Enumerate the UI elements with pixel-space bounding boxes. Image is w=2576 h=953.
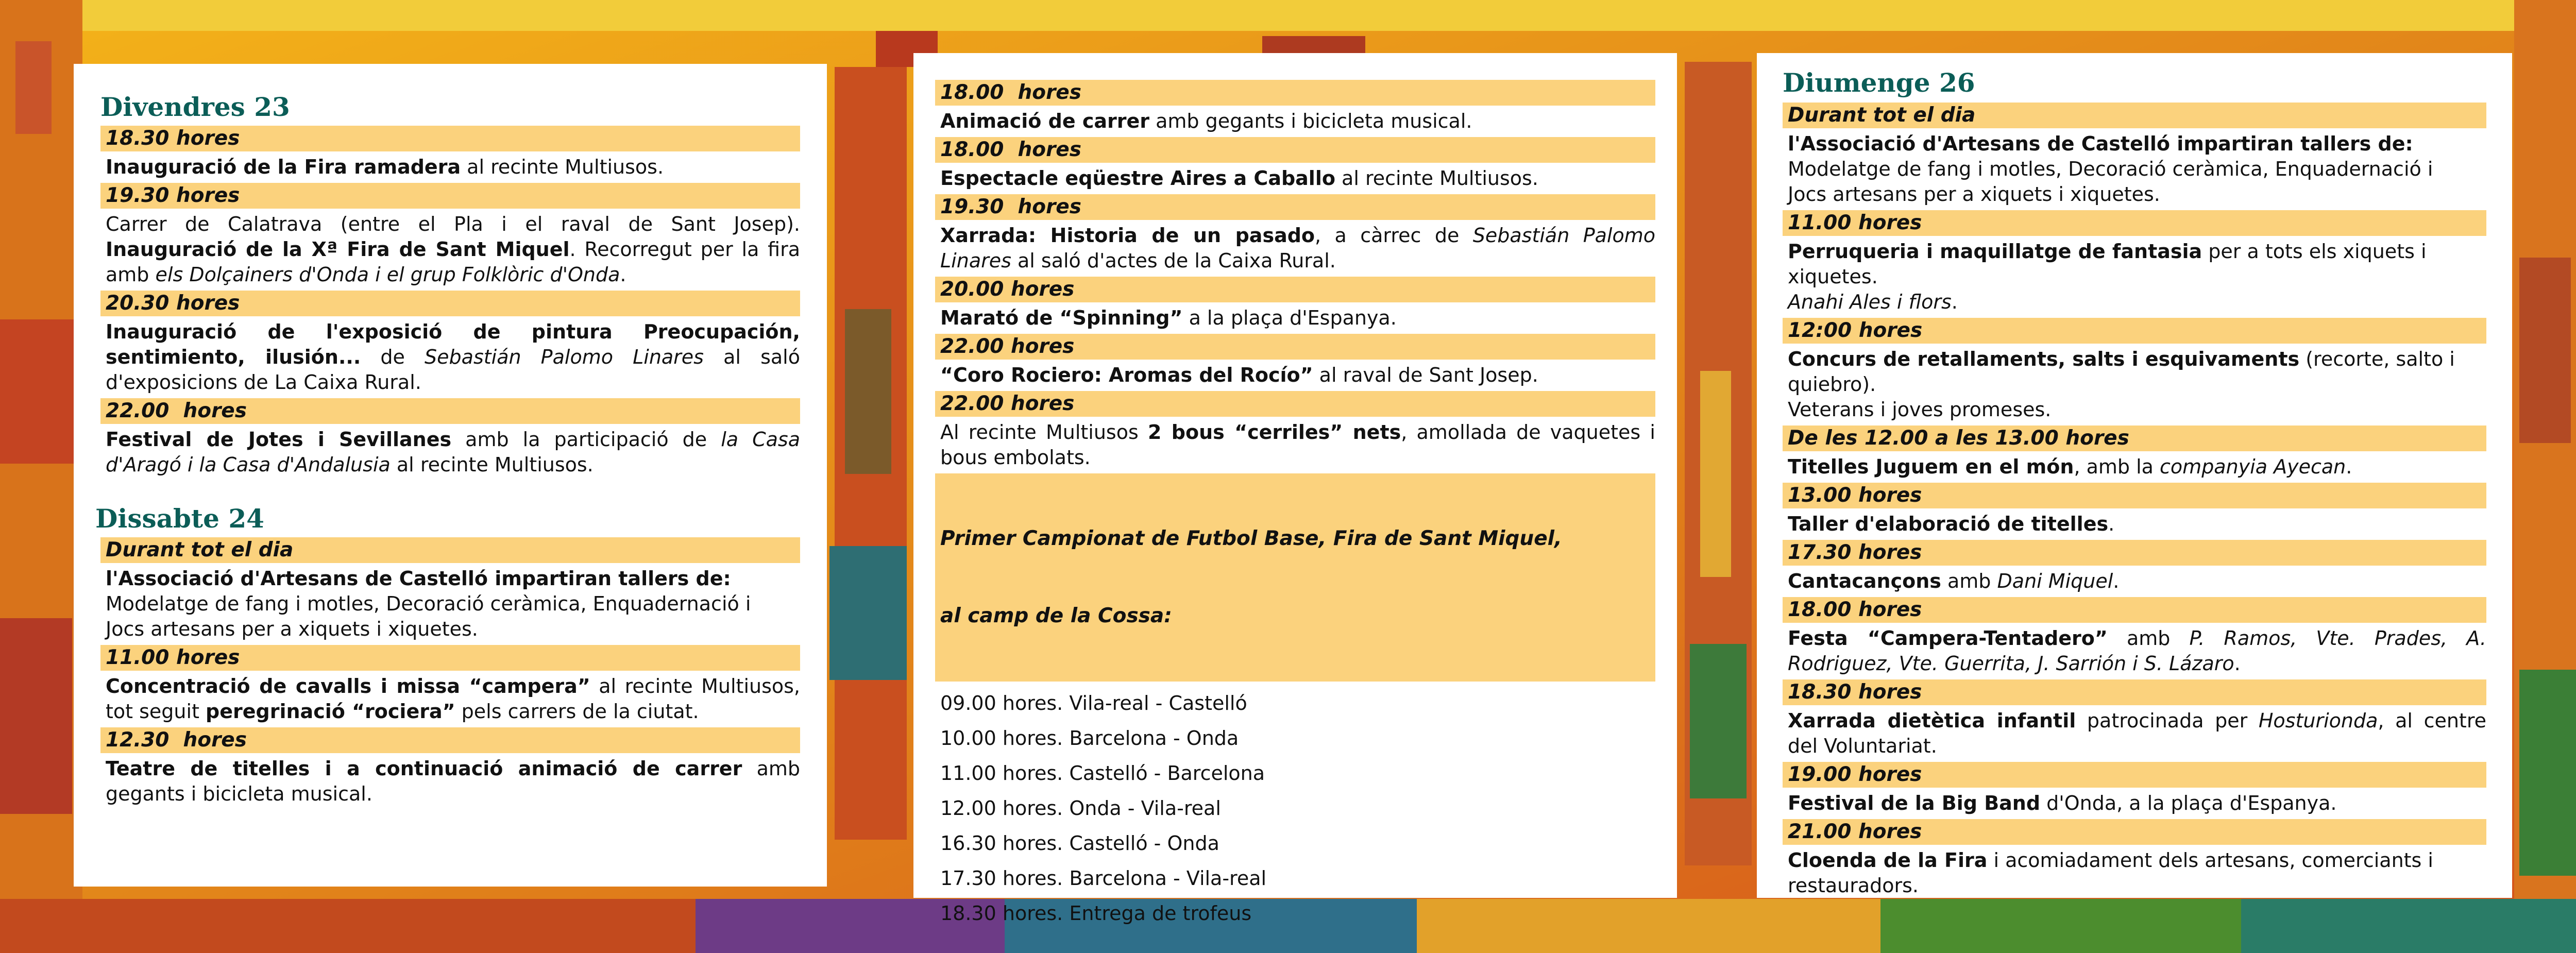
event-title: Cantacançons xyxy=(1788,570,1941,592)
event-title: Festival de Jotes i Sevillanes xyxy=(106,428,452,451)
event-performers: P. Ramos, Vte. Prades, A. Rodriguez, Vte. Guerrita, J. Sarrión i S. Lázaro xyxy=(1788,627,2486,675)
event-performers: Hosturionda xyxy=(2258,709,2378,732)
event-title: Cloenda de la Fira xyxy=(1788,849,1988,872)
event-performers: Sebastián Palomo Linares xyxy=(425,346,704,368)
event-item xyxy=(106,427,800,478)
event-text: al recinte Multiusos. xyxy=(390,453,594,476)
event-title: Inauguració de la Fira ramadera xyxy=(106,156,461,178)
event-text: , amb la xyxy=(2074,455,2160,478)
event-text: de xyxy=(361,346,425,368)
event-text: , a càrrec de xyxy=(1315,224,1473,247)
event-item xyxy=(1788,347,2486,422)
event-text: . xyxy=(1951,291,1958,313)
event-text: amb xyxy=(2107,627,2190,650)
event-text: pels carrers de la ciutat. xyxy=(455,700,699,723)
event-item xyxy=(1788,239,2486,315)
event-title: peregrinació “rociera” xyxy=(206,700,455,723)
day-heading-dissabte: Dissabte 24 xyxy=(95,503,264,534)
event-text: al recinte Multiusos. xyxy=(461,156,664,178)
event-text: Veterans i joves promeses. xyxy=(1788,398,2052,421)
match-item: 09.00 hores. Vila-real - Castelló xyxy=(940,692,1247,714)
tournament-title: Primer Campionat de Futbol Base, Fira de Sant Miquel, xyxy=(940,527,1562,550)
event-text: al recinte Multiusos. xyxy=(1335,167,1538,190)
event-text: amb gegants i bicicleta musical. xyxy=(1149,110,1472,132)
event-title: Animació de carrer xyxy=(940,110,1149,132)
event-item xyxy=(940,363,1655,388)
event-item xyxy=(940,305,1655,331)
event-performers: Sebastián Palomo Linares xyxy=(940,224,1655,272)
event-item xyxy=(106,566,800,642)
match-item: 11.00 hores. Castelló - Barcelona xyxy=(940,762,1265,785)
match-item: 18.30 hores. Entrega de trofeus xyxy=(940,902,1252,925)
time-bar: 22.00 hores xyxy=(935,334,1655,360)
event-text: Modelatge de fang i motles, Decoració ceràmica, Enquadernació i xyxy=(1788,158,2433,180)
time-bar: 19.00 hores xyxy=(1783,762,2486,788)
event-title: Titelles Juguem en el món xyxy=(1788,455,2074,478)
event-text: (recorte, salto i quiebro). xyxy=(1788,348,2455,396)
event-text: . xyxy=(2234,652,2241,675)
event-text: . xyxy=(2113,570,2120,592)
event-text: Modelatge de fang i motles, Decoració ceràmica, Enquadernació i xyxy=(106,592,751,615)
match-list xyxy=(935,686,1655,931)
event-title: Espectacle eqüestre Aires a Caballo xyxy=(940,167,1335,190)
day-heading-diumenge: Diumenge 26 xyxy=(1783,67,1975,98)
event-performers: companyia Ayecan xyxy=(2160,455,2346,478)
event-performers: Anahi Ales i flors xyxy=(1788,291,1952,313)
event-text: patrocinada per xyxy=(2076,709,2259,732)
time-bar: 20.00 hores xyxy=(935,277,1655,302)
event-text: . xyxy=(2346,455,2352,478)
event-text: . xyxy=(2108,513,2115,535)
day-heading-divendres: Divendres 23 xyxy=(100,92,290,122)
time-bar: 18.00 hores xyxy=(935,137,1655,163)
event-text: amb gegants i bicicleta musical. xyxy=(106,757,800,805)
match-item: 10.00 hores. Barcelona - Onda xyxy=(940,727,1239,750)
match-item: 17.30 hores. Barcelona - Vila-real xyxy=(940,867,1267,890)
time-bar: 19.30 hores xyxy=(935,194,1655,220)
time-bar: 12.30 hores xyxy=(100,727,800,753)
time-bar: 18.30 hores xyxy=(100,126,800,151)
time-bar: 11.00 hores xyxy=(1783,210,2486,236)
event-text: Jocs artesans per a xiquets i xiquetes. xyxy=(106,618,478,640)
event-title: Xarrada: Historia de un pasado xyxy=(940,224,1315,247)
event-item xyxy=(940,420,1655,470)
event-title: Inauguració de l'exposició de pintura Preocupación, sentimiento, ilusión... xyxy=(106,320,800,368)
event-item xyxy=(1788,626,2486,676)
event-text: Jocs artesans per a xiquets i xiquetes. xyxy=(1788,183,2160,206)
event-item xyxy=(1788,708,2486,759)
time-bar: 18.30 hores xyxy=(1783,679,2486,705)
event-text: . Recorregut per la fira amb xyxy=(106,238,800,286)
event-item xyxy=(940,166,1655,191)
event-text: al raval de Sant Josep. xyxy=(1313,364,1538,386)
event-title: “Coro Rociero: Aromas del Rocío” xyxy=(940,364,1313,386)
event-title: Festival de la Big Band xyxy=(1788,792,2041,814)
event-item xyxy=(106,674,800,724)
event-item xyxy=(1788,454,2486,480)
event-title: 2 bous “cerriles” nets xyxy=(1147,421,1401,444)
time-bar: 12:00 hores xyxy=(1783,318,2486,344)
event-performers: els Dolçainers d'Onda i el grup Folklòric d'Onda xyxy=(155,263,620,286)
event-title: Festa “Campera-Tentadero” xyxy=(1788,627,2108,650)
event-item xyxy=(106,319,800,395)
event-text: per a tots els xiquets i xiquetes. xyxy=(1788,240,2427,288)
time-bar: 13.00 hores xyxy=(1783,483,2486,508)
time-bar: 19.30 hores xyxy=(100,183,800,209)
event-item xyxy=(1788,512,2486,537)
time-bar: 18.00 hores xyxy=(1783,597,2486,623)
event-title: Perruqueria i maquillatge de fantasia xyxy=(1788,240,2202,263)
time-bar: Durant tot el dia xyxy=(1783,103,2486,128)
schedule-panel-middle xyxy=(913,53,1677,925)
event-item xyxy=(940,109,1655,134)
event-title: Teatre de titelles i a continuació animació de carrer xyxy=(106,757,742,780)
tournament-title-bar xyxy=(935,473,1655,682)
event-item xyxy=(1788,131,2486,207)
time-bar: 22.00 hores xyxy=(100,398,800,424)
event-item xyxy=(106,756,800,807)
event-performers: Dani Miquel xyxy=(1997,570,2113,592)
event-title: Marató de “Spinning” xyxy=(940,307,1183,329)
match-item: 12.00 hores. Onda - Vila-real xyxy=(940,797,1221,820)
time-bar: 20.30 hores xyxy=(100,291,800,316)
time-bar: 17.30 hores xyxy=(1783,540,2486,566)
event-text: Al recinte Multiusos xyxy=(940,421,1148,444)
schedule-panel-right xyxy=(1757,53,2512,898)
event-title: Xarrada dietètica infantil xyxy=(1788,709,2076,732)
event-item xyxy=(106,212,800,287)
event-text: amb xyxy=(1941,570,1997,592)
event-performers: la Casa d'Aragó i la Casa d'Andalusia xyxy=(106,428,801,476)
time-bar: 18.00 hores xyxy=(935,80,1655,106)
event-item xyxy=(106,155,800,180)
tournament-venue: al camp de la Cossa: xyxy=(940,604,1172,627)
match-item: 16.30 hores. Castelló - Onda xyxy=(940,832,1219,855)
event-text: . xyxy=(620,263,626,286)
event-text: i acomiadament dels artesans, comerciants i restauradors. xyxy=(1788,849,2433,897)
event-item xyxy=(1788,791,2486,816)
event-item xyxy=(940,223,1655,274)
event-text: d'Onda, a la plaça d'Espanya. xyxy=(2040,792,2337,814)
event-title: l'Associació d'Artesans de Castelló impartiran tallers de: xyxy=(1788,132,2413,155)
time-bar: 21.00 hores xyxy=(1783,819,2486,845)
schedule-panel-left xyxy=(74,64,827,887)
time-bar: 11.00 hores xyxy=(100,645,800,671)
event-text: , amollada de vaquetes i bous embolats. xyxy=(940,421,1655,469)
event-text: al saló d'actes de la Caixa Rural. xyxy=(1011,249,1336,272)
event-text: a la plaça d'Espanya. xyxy=(1182,307,1397,329)
event-title: l'Associació d'Artesans de Castelló impartiran tallers de: xyxy=(106,567,731,590)
time-bar: Durant tot el dia xyxy=(100,537,800,563)
event-text: amb la participació de xyxy=(451,428,721,451)
event-text: al recinte Multiusos, tot seguit xyxy=(106,675,801,723)
event-title: Concentració de cavalls i missa “campera” xyxy=(106,675,590,697)
event-text: Carrer de Calatrava (entre el Pla i el raval de Sant Josep). xyxy=(106,213,800,235)
event-title: Taller d'elaboració de titelles xyxy=(1788,513,2109,535)
event-title: Inauguració de la Xª Fira de Sant Miquel xyxy=(106,238,570,261)
time-bar: De les 12.00 a les 13.00 hores xyxy=(1783,426,2486,451)
event-item xyxy=(1788,569,2486,594)
event-text: , al centre del Voluntariat. xyxy=(1788,709,2486,757)
event-item xyxy=(1788,848,2486,898)
event-text: al saló d'exposicions de La Caixa Rural. xyxy=(106,346,800,394)
time-bar: 22.00 hores xyxy=(935,391,1655,417)
event-title: Concurs de retallaments, salts i esquivaments xyxy=(1788,348,2300,370)
